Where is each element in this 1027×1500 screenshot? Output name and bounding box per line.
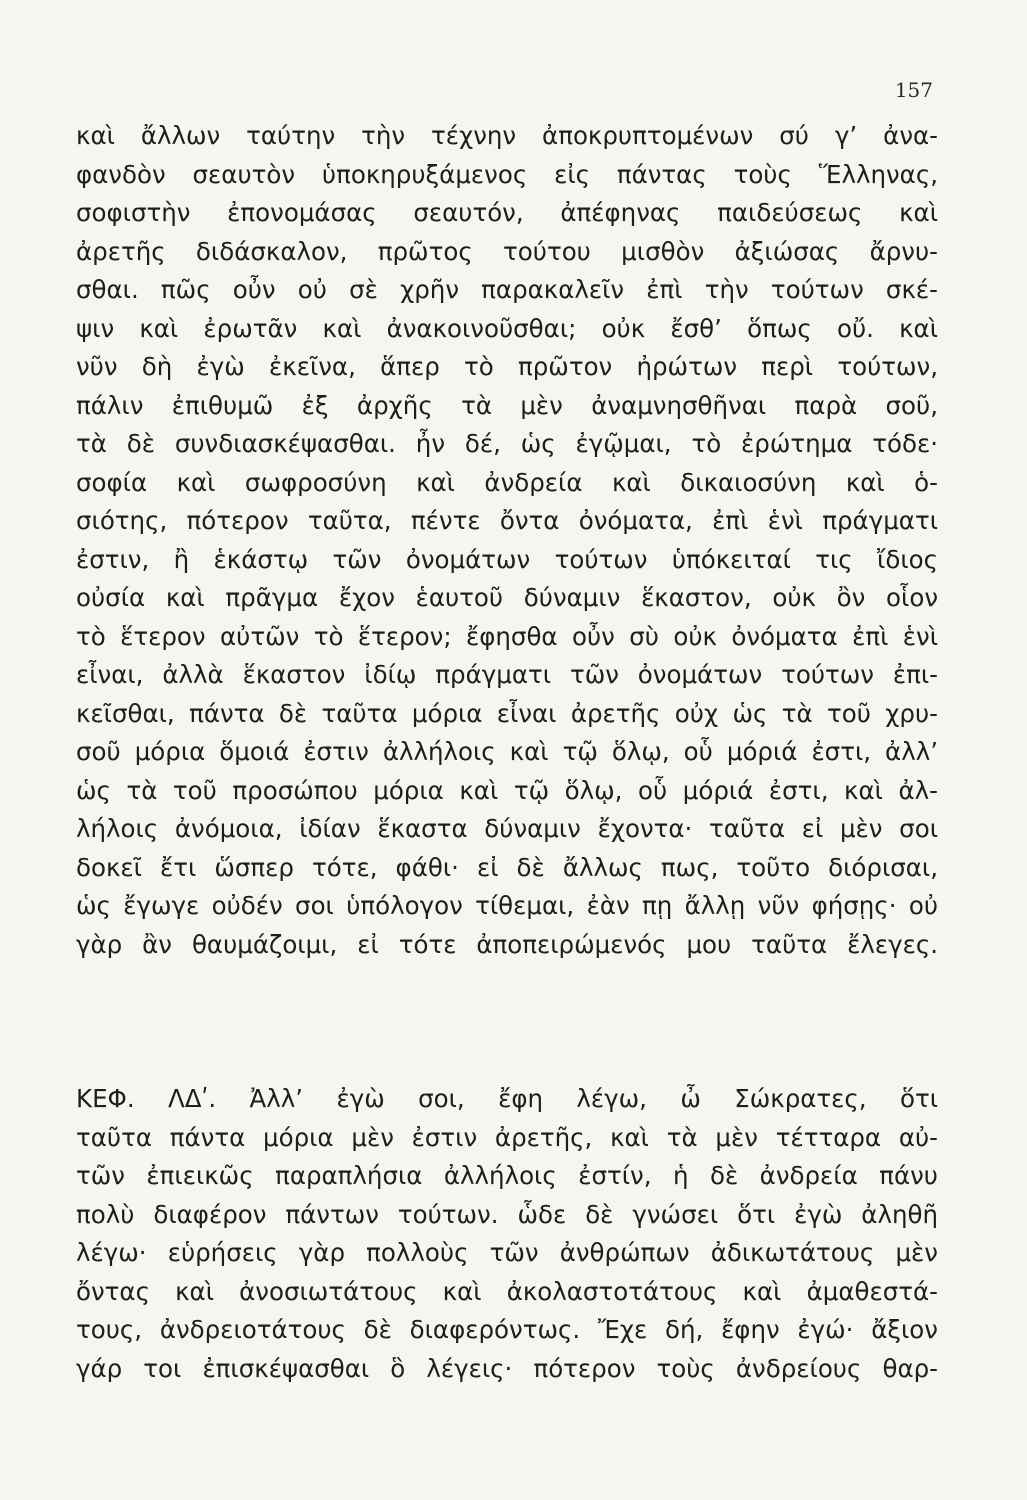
text-line: νῦν δὴ ἐγὼ ἐκεῖνα, ἅπερ τὸ πρῶτον ἠρώτων περὶ τούτων,	[76, 352, 938, 381]
text-line: ἐστιν, ἢ ἑκάστῳ τῶν ὀνομάτων τούτων ὑπόκειταί τις ἴδιος	[76, 544, 938, 574]
text-line: φανδὸν σεαυτὸν ὑποκηρυξάμενος εἰς πάντας τοὺς Ἕλληνας,	[76, 159, 938, 189]
text-line: καὶ ἄλλων ταύτην τὴν τέχνην ἀποκρυπτομένων σύ γ’ ἀνα-	[76, 121, 938, 150]
text-line: λέγω· εὑρήσεις γὰρ πολλοὺς τῶν ἀνθρώπων ἀδικωτάτους μὲν	[76, 1238, 938, 1267]
text-line: πολὺ διαφέρον πάντων τούτων. ὧδε δὲ γνώσει ὅτι ἐγὼ ἀληθῆ	[76, 1199, 938, 1229]
text-line: σοφία καὶ σωφροσύνη καὶ ἀνδρεία καὶ δικαιοσύνη καὶ ὁ-	[76, 467, 938, 497]
text-line: ὡς τὰ τοῦ προσώπου μόρια καὶ τῷ ὅλῳ, οὗ μόριά ἐστι, καὶ ἀλ-	[76, 775, 938, 805]
text-line: ὡς ἔγωγε οὐδέν σοι ὑπόλογον τίθεμαι, ἐὰν πῃ ἄλλῃ νῦν φήσῃς· οὐ	[76, 891, 938, 920]
text-line: ταῦτα πάντα μόρια μὲν ἐστιν ἀρετῆς, καὶ τὰ μὲν τέτταρα αὐ-	[76, 1122, 938, 1152]
text-line: σιότης, πότερον ταῦτα, πέντε ὄντα ὀνόματα, ἐπὶ ἑνὶ πράγματι	[76, 506, 938, 535]
text-line: τὰ δὲ συνδιασκέψασθαι. ἦν δέ, ὡς ἐγῷμαι, τὸ ἐρώτημα τόδε·	[76, 429, 938, 458]
page-number: 157	[894, 78, 933, 102]
text-line: σοῦ μόρια ὅμοιά ἐστιν ἀλλήλοις καὶ τῷ ὅλῳ, οὗ μόριά ἐστι, ἀλλ’	[76, 737, 938, 766]
text-line: ἀρετῆς διδάσκαλον, πρῶτος τούτου μισθὸν ἀξιώσας ἄρνυ-	[76, 236, 938, 266]
text-line: λήλοις ἀνόμοια, ἰδίαν ἕκαστα δύναμιν ἔχοντα· ταῦτα εἰ μὲν σοι	[76, 814, 938, 843]
paragraph-2	[76, 1080, 938, 1388]
chapter-heading-line: ΚΕΦ. ΛΔʹ. Ἀλλ’ ἐγὼ σοι, ἔφη λέγω, ὦ Σώκρατες, ὅτι	[76, 1084, 938, 1113]
text-line: τὸ ἕτερον αὐτῶν τὸ ἕτερον; ἔφησθα οὖν σὺ οὐκ ὀνόματα ἐπὶ ἑνὶ	[76, 621, 938, 651]
text-line: κεῖσθαι, πάντα δὲ ταῦτα μόρια εἶναι ἀρετῆς οὐχ ὡς τὰ τοῦ χρυ-	[76, 698, 938, 728]
paragraph-1	[76, 117, 938, 964]
text-line: τους, ἀνδρειοτάτους δὲ διαφερόντως. Ἔχε δή, ἔφην ἐγώ· ἄξιον	[76, 1315, 938, 1344]
text-line: σοφιστὴν ἐπονομάσας σεαυτόν, ἀπέφηνας παιδεύσεως καὶ	[76, 198, 938, 227]
text-line: οὐσία καὶ πρᾶγμα ἔχον ἑαυτοῦ δύναμιν ἕκαστον, οὐκ ὂν οἷον	[76, 583, 938, 612]
text-line: εἶναι, ἀλλὰ ἕκαστον ἰδίῳ πράγματι τῶν ὀνομάτων τούτων ἐπι-	[76, 660, 938, 689]
text-line: δοκεῖ ἔτι ὥσπερ τότε, φάθι· εἰ δὲ ἄλλως πως, τοῦτο διόρισαι,	[76, 852, 938, 882]
text-line: ὄντας καὶ ἀνοσιωτάτους καὶ ἀκολαστοτάτους καὶ ἀμαθεστά-	[76, 1276, 938, 1306]
text-line: πάλιν ἐπιθυμῶ ἐξ ἀρχῆς τὰ μὲν ἀναμνησθῆναι παρὰ σοῦ,	[76, 390, 938, 420]
text-line: γὰρ ἂν θαυμάζοιμι, εἰ τότε ἀποπειρώμενός μου ταῦτα ἔλεγες.	[76, 929, 938, 959]
text-line: ψιν καὶ ἐρωτᾶν καὶ ἀνακοινοῦσθαι; οὐκ ἔσθ’ ὅπως οὔ. καὶ	[76, 313, 938, 343]
text-line: γάρ τοι ἐπισκέψασθαι ὃ λέγεις· πότερον τοὺς ἀνδρείους θαρ-	[76, 1353, 938, 1383]
text-line: τῶν ἐπιεικῶς παραπλήσια ἀλλήλοις ἐστίν, ἡ δὲ ἀνδρεία πάνυ	[76, 1161, 938, 1190]
text-line: σθαι. πῶς οὖν οὐ σὲ χρῆν παρακαλεῖν ἐπὶ τὴν τούτων σκέ-	[76, 275, 938, 304]
